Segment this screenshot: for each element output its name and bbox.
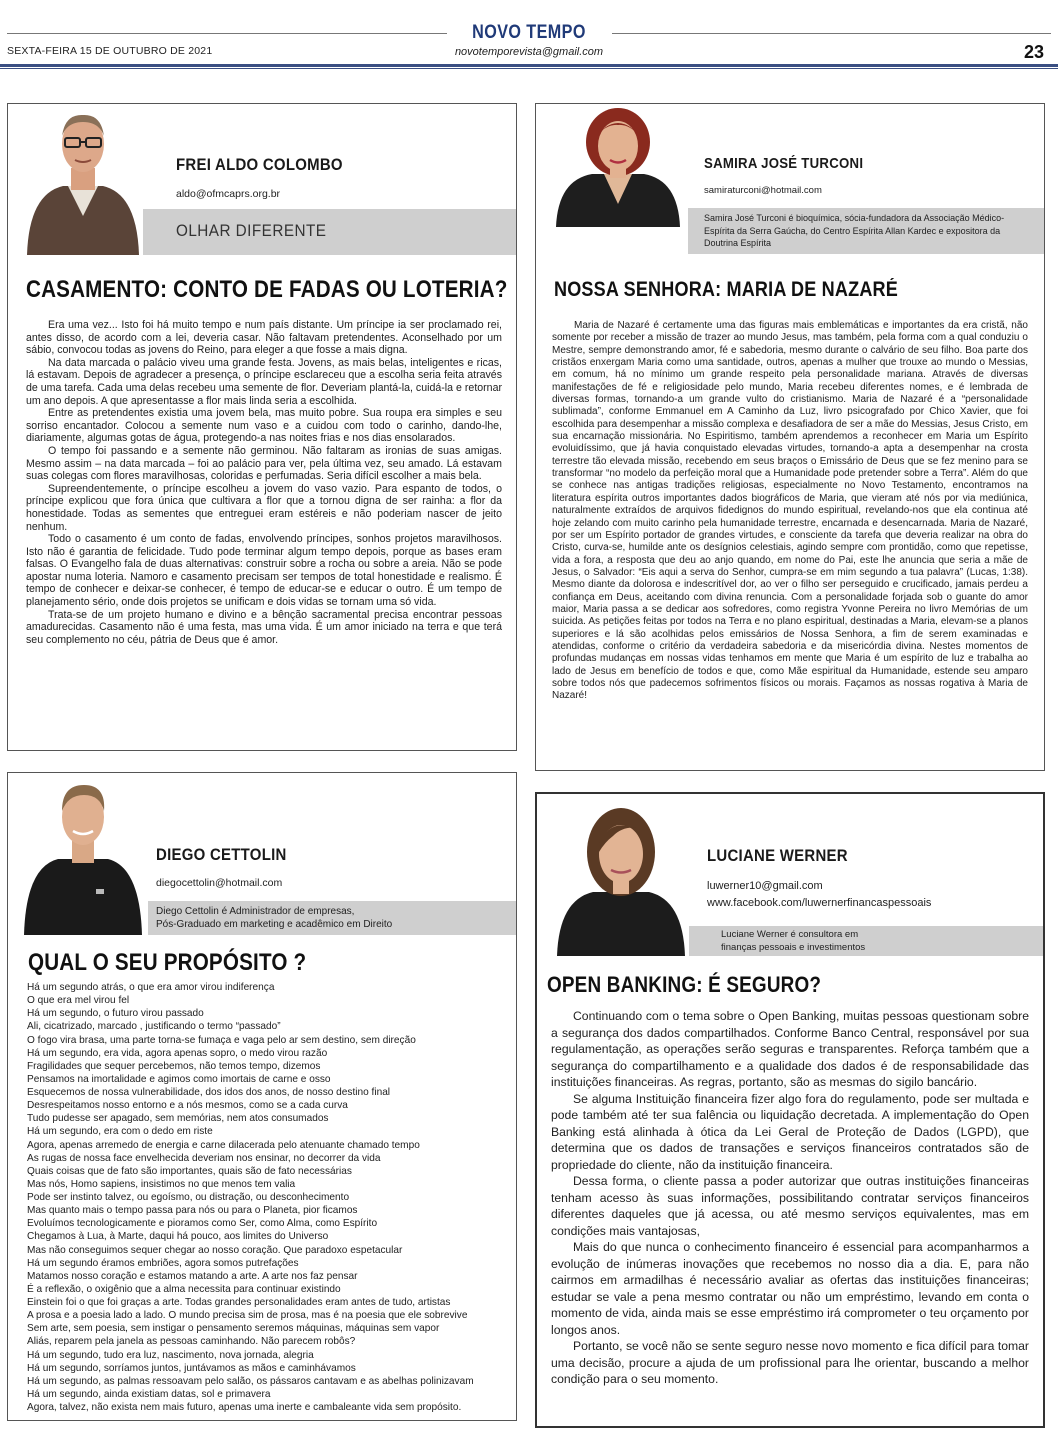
article-body [551, 1008, 1029, 1388]
paragraph: Era uma vez... Isto foi há muito tempo e num país distante. Um príncipe ia ser proclamado rei, antes disso, de acordo com a lei, deveria casar. Não faltavam pretendentes. Aconselhado por um sábio, convocou todas as jovens do Reino, para eleger a que fosse a mais digna. [26, 319, 502, 357]
poem-line: O que era mel virou fel [27, 995, 130, 1007]
poem-line: O fogo vira brasa, uma parte torna-se fumaça e vaga pelo ar sem destino, sem direção [27, 1034, 416, 1046]
poem-line: Tudo pudesse ser apagado, sem memórias, nem atos consumados [27, 1113, 329, 1125]
article-headline: OPEN BANKING: É SEGURO? [547, 972, 822, 997]
poem-line: Chegamos à Lua, à Marte, daqui há pouco, aos limites do Universo [27, 1231, 329, 1243]
author-email: luwerner10@gmail.com [707, 880, 823, 892]
poem-line: Mas não conseguimos sequer chegar ao nosso coração. Que paradoxo espetacular [27, 1244, 403, 1256]
author-bio [156, 905, 506, 931]
poem-line: Fragilidades que sequer percebemos, não temos tempo, dizemos [27, 1060, 321, 1072]
poem-line: Evoluímos tecnologicamente e pioramos como Ser, como Alma, como Espírito [27, 1218, 378, 1230]
author-bio-line: finanças pessoais e investimentos [721, 941, 866, 953]
issue-date: SEXTA-FEIRA 15 DE OUTUBRO DE 2021 [7, 45, 213, 57]
column-name: OLHAR DIFERENTE [176, 221, 327, 240]
paragraph: Na data marcada o palácio viveu uma grande festa. Jovens, as mais belas, inteligentes e ricas, lá estavam. Depois de agradecer a presença, o príncipe esclareceu que a escolha seria feita através de uma tarefa. Cada uma delas recebeu uma semente de flor. Deveriam plantá-la, cuidá-la e retornar um ano depois. A que apresentasse a flor mais linda seria a escolhida. [26, 356, 502, 407]
poem-line: Há um segundo, ainda existiam datas, sol e primavera [27, 1388, 271, 1400]
author-email: diegocettolin@hotmail.com [156, 877, 283, 889]
poem-line: Mas quanto mais o tempo passa para nós ou para o Planeta, pior ficamos [27, 1205, 358, 1217]
paragraph: Supreendentemente, o príncipe escolheu a jovem do vaso vazio. Para espanto de todos, o príncipe explicou que fora única que cultivara a flor que a tornou digna de ser rainha: a flor da honestidade. Todas as sementes que entreguei eram estéreis e não poderiam nascer de jeito nenhum. [26, 482, 502, 533]
author-bio-line: Diego Cettolin é Administrador de empresas, [156, 906, 355, 917]
masthead-rule [0, 64, 1058, 67]
poem-line: Sem arte, sem poesia, sem instigar o pensamento seremos máquinas, máquinas sem vapor [27, 1323, 440, 1335]
author-name: SAMIRA JOSÉ TURCONI [704, 155, 864, 172]
newspaper-email: novotemporevista@gmail.com [454, 46, 604, 58]
author-website-link[interactable]: www.facebook.com/luwernerfinancaspessoais [707, 897, 932, 909]
article-samira [535, 103, 1045, 771]
poem-line: Há um segundo éramos embriões, agora somos putrefações [27, 1257, 299, 1269]
article-body [552, 320, 1028, 703]
poem-line: Pensamos na imortalidade e agimos como imortais de carne e osso [27, 1073, 331, 1085]
article-luciane [535, 792, 1045, 1428]
paragraph: O tempo foi passando e a semente não germinou. Não faltaram as ironias de suas amigas. Mesmo assim – na data marcada – foi ao palácio para ver, pela última vez, seu amado. Lá estavam suas colegas com flores maravilhosas, coloridas e perfumadas. Seria difícil escolher a mais bela. [26, 444, 502, 483]
author-photo [23, 104, 143, 255]
poem-line: Einstein foi o que foi graças a arte. Todas grandes personalidades eram antes de tudo, artistas [27, 1297, 451, 1308]
poem-line: Há um segundo, era vida, agora apenas sopro, o medo virou razão [27, 1047, 328, 1059]
paragraph: Todo o casamento é um conto de fadas, envolvendo príncipes, sonhos projetos maravilhosos. Isto não é garantia de felicidade. Tudo pode terminar algum tempo depois, porque as bases eram falsas. O Evangelho fala de duas alternativas: construir sobre a rocha ou sobre a areia. Não se pode apostar numa loteria. Namoro e casamento precisam ser tempos de total honestidade e realismo. É tempo de conhecer e deixar-se conhecer, é tempo de educar-se e educar o outro. É um tempo de planejamento sério, onde dois projetos se unificam e dois vidas se tornam uma só vida. [26, 533, 502, 609]
masthead [0, 0, 1058, 70]
poem-line: Ali, cicatrizado, marcado , justificando o termo “passado” [27, 1021, 281, 1033]
poem-line: Há um segundo, tudo era luz, nascimento, nova jornada, alegria [27, 1349, 314, 1361]
author-email: aldo@ofmcaprs.org.br [176, 188, 281, 200]
paragraph: Mais do que nunca o conhecimento financeiro é essencial para acompanharmos a evolução de inúmeras inovações que recebemos no nosso dia a dia. E, para não cairmos em armadilhas é necessário avaliar as ofertas das instituições financeiras; estudar se vale a pena mesmo contratar ou não um empréstimo, levando em conta o momento de vida, ainda mais se esse empréstimo irá comprometer o teu orçamento por longos anos. [551, 1240, 1029, 1337]
author-photo [554, 104, 682, 227]
poem-line: Há um segundo, sorríamos juntos, juntávamos as mãos e caminhávamos [27, 1362, 356, 1374]
poem-line: Há um segundo, o futuro virou passado [27, 1008, 204, 1020]
poem-line: As rugas de nossa face envelhecida deveriam nos ensinar, no decorrer da vida [27, 1152, 381, 1164]
paragraph: Entre as pretendentes existia uma jovem bela, mas muito pobre. Sua roupa era simples e seu sorriso encantador. Colocou a semente num vaso e a cuidou com todo o carinho, dando-lhe, diariamente, algumas gotas de água, protegendo-a nas noites frias e nos dias ensolarados. [26, 407, 502, 445]
poem-line: Há um segundo atrás, o que era amor virou indiferença [27, 982, 275, 993]
poem-line: Pode ser instinto talvez, ou egoísmo, ou distração, ou desconhecimento [27, 1192, 350, 1203]
author-name: LUCIANE WERNER [707, 846, 848, 865]
paragraph: Maria de Nazaré é certamente uma das figuras mais emblemáticas e importantes da era cristã, não somente por receber a missão de trazer ao mundo Jesus, mas também, pela forma com a qual conduziu o Mestre, sempre demonstrando amor, fé e sabedoria, mesmo durante o calvário de seu filho. Boa parte dos cristãos enxergam Maria como uma santidade, outros, apenas a mulher que trouxe ao mundo o Messias, em comum, há no mínimo um grande respeito pela personalidade mariana. Através de diversas manifestações de fé e religiosidade pelo mundo, Maria recebeu diferentes nomes, e é lembrada de diversas formas, tornando-a um grande vulto do cristianismo. Maria de Nazaré é a “personalidade sublimada”, conforme Emmanuel em A Caminho da Luz, livro psicografado por Chico Xavier, que foi escolhida para desempenhar a missão complexa e desafiadora de ser a mãe do Messias, Jesus Cristo, em sua encarnação missionária. No Espiritismo, também aprendemos a reconhecer em Maria um Espírito evoluidíssimo, que já havia conquistado elevadas virtudes, tornando-a apta a desempenhar na crosta terrestre tão elevada missão, recebendo em seus braços o Emissário de Deus que se fez menino para se transformar “no modelo da perfeição moral que a Humanidade pode pretender sobre a Terra”. Além do que se conhece nas antigas tradições religiosas, especialmente no Novo Testamento, encontramos na literatura espírita outros importantes dados biográficos de Maria, que vieram até nós por via mediúnica, naturalmente extraídos de arquivos fidedignos do mundo espiritual, revelando-nos que ela continua até hoje zelando com muito carinho pela humanidade terrestre, encarnada e desencarnada. Maria de Nazaré, por ser um Espírito portador de grandes virtudes, e consciente da tarefa que deveria realizar na obra do Cristo, curva-se, humilde ante os desígnios celestiais, agindo sempre com prontidão, como que repetisse, vida a fora, a resposta que deu ao anjo quando, em nome do Pai, este lhe anuncia que seria a mãe de Jesus, o Salvador: “Eis aqui a serva do Senhor, cumpra-se em mim segundo a tua palavra” (Lucas, 1:38). Mesmo diante da dolorosa e indescritível dor, ao ver o filho ser perseguido e crucificado, jamais perdeu a confiança em Deus, aceitando com divina renuncia. Com a personalidade forjada sob o guante do amor maior, Maria passa a se dedicar aos sofredores, como registra Yvonne Pereira no livro Memórias de um suicida. As petições feitas por todos na Terra e no plano espiritual, destinadas a Maria, elevam-se a planos superiores e lá são acolhidas pelos emissários de Nossa Senhora, a fim de serem examinadas e atendidas, conforme o critério da verdadeira sabedoria e da misericórdia divina. Nestes momentos de profundas mudanças em nossas vidas tenhamos em mente que Maria é um espírito de luz e trabalha ao lado de Jesus em benefício de todos e que, como Mãe espiritual da Humanidade, estende seu amparo sobre todos nós que padecemos sofrimentos físicos ou morais. Façamos as nossas rogativa à Maria de Nazaré! [552, 320, 1028, 702]
poem-line: A prosa e a poesia lado a lado. O mundo precisa sim de prosa, mas é na poesia que ele sobrevive [27, 1310, 468, 1322]
author-bio-line: Luciane Werner é consultora em [721, 929, 859, 940]
author-bio-line: Pós-Graduado em marketing e acadêmico em Direito [156, 919, 393, 930]
article-body [26, 319, 502, 646]
poem-line: Há um segundo, era com o dedo em riste [27, 1126, 213, 1138]
article-headline: QUAL O SEU PROPÓSITO ? [28, 949, 307, 976]
author-name: FREI ALDO COLOMBO [176, 155, 343, 174]
paragraph: Se alguma Instituição financeira fizer algo fora do regulamento, pode ser multada e pode também até ter sua falência ou liquidação decretada. A implementação do Open Banking está alinhada à ótica da Lei Geral de Proteção de Dados (LGPD), que determina que os dados de transações e serviços financeiros contratados são de propriedade do cliente, não da instituição financeira. [551, 1091, 1029, 1172]
poem-line: Quais coisas que de fato são importantes, quais são de fato necessárias [27, 1165, 352, 1177]
author-photo [22, 773, 144, 935]
author-email: samiraturconi@hotmail.com [704, 185, 822, 196]
poem-line: Esquecemos de nossa vulnerabilidade, dos idos dos anos, de nosso destino final [27, 1087, 391, 1098]
poem-line: Aliás, reparem pela janela as pessoas caminhando. Não parecem robôs? [27, 1336, 356, 1348]
poem-line: Matamos nosso coração e estamos matando a arte. A arte nos faz pensar [27, 1270, 358, 1282]
author-bio [721, 929, 1031, 954]
article-headline: NOSSA SENHORA: MARIA DE NAZARÉ [554, 278, 898, 301]
poem-line: Desrespeitamos nosso entorno e a nós mesmos, como se a cada curva [27, 1100, 348, 1112]
article-frei-aldo [7, 103, 517, 751]
poem-line: É a reflexão, o oxigênio que a alma necessita para continuar existindo [27, 1283, 341, 1295]
paragraph: Continuando com o tema sobre o Open Banking, muitas pessoas questionam sobre a segurança dos dados compartilhados. Conforme Banco Central, responsável por sua regulamentação, as operações serão seguras e transparentes. Reforça também que a segurança do compartilhamento e a qualidade dos dados é de responsabilidade das instituições financeiras. As regras, portanto, são as mesmas do sigilo bancário. [551, 1009, 1029, 1089]
article-diego [7, 772, 517, 1421]
poem-line: Há um segundo, as palmas ressoavam pelo salão, os pássaros cantavam e as abelhas polinizavam [27, 1375, 474, 1387]
poem-line: Agora, apenas arremedo de energia e carne dilacerada pelo atenuante chamado tempo [27, 1139, 420, 1151]
poem-body [27, 981, 513, 1414]
author-bio: Samira José Turconi é bioquímica, sócia-fundadora da Associação Médico-Espírita da Serra Gaúcha, do Centro Espírita Allan Kardec e expositora da Doutrina Espírita [704, 213, 1005, 248]
newspaper-title: NOVO TEMPO [472, 22, 586, 43]
paragraph: Trata-se de um projeto humano e divino e a bênção sacramental precisa encontrar pessoas amadurecidas. Casamento não é uma festa, mas uma vida. É um amor iniciado na terra e que terá seu complemento no céu, pátria de Deus que é amor. [26, 608, 502, 646]
poem-line: Mas nós, Homo sapiens, insistimos no que menos tem valia [27, 1178, 296, 1190]
paragraph: Portanto, se você não se sente seguro nesse novo momento e fica difícil para tomar uma decisão, procure a ajuda de um profissional para lhe orientar, buscando a melhor condição para o seu momento. [551, 1339, 1029, 1386]
page-number: 23 [1023, 42, 1044, 62]
poem-line: Agora, talvez, não exista nem mais futuro, apenas uma inerte e cambaleante vida sem propósito. [27, 1402, 462, 1413]
author-name: DIEGO CETTOLIN [156, 845, 287, 864]
author-photo [553, 796, 689, 956]
paragraph: Dessa forma, o cliente passa a poder autorizar que outras instituições financeiras tenham acesso às suas informações, possibilitando contratar serviços financeiros diferentes daqueles que já acessa, ou até mesmo serviços equivalentes, mas em condições mais vantajosas, [551, 1174, 1029, 1238]
masthead-rule-thin [0, 68, 1058, 69]
article-headline: CASAMENTO: CONTO DE FADAS OU LOTERIA? [26, 276, 508, 303]
